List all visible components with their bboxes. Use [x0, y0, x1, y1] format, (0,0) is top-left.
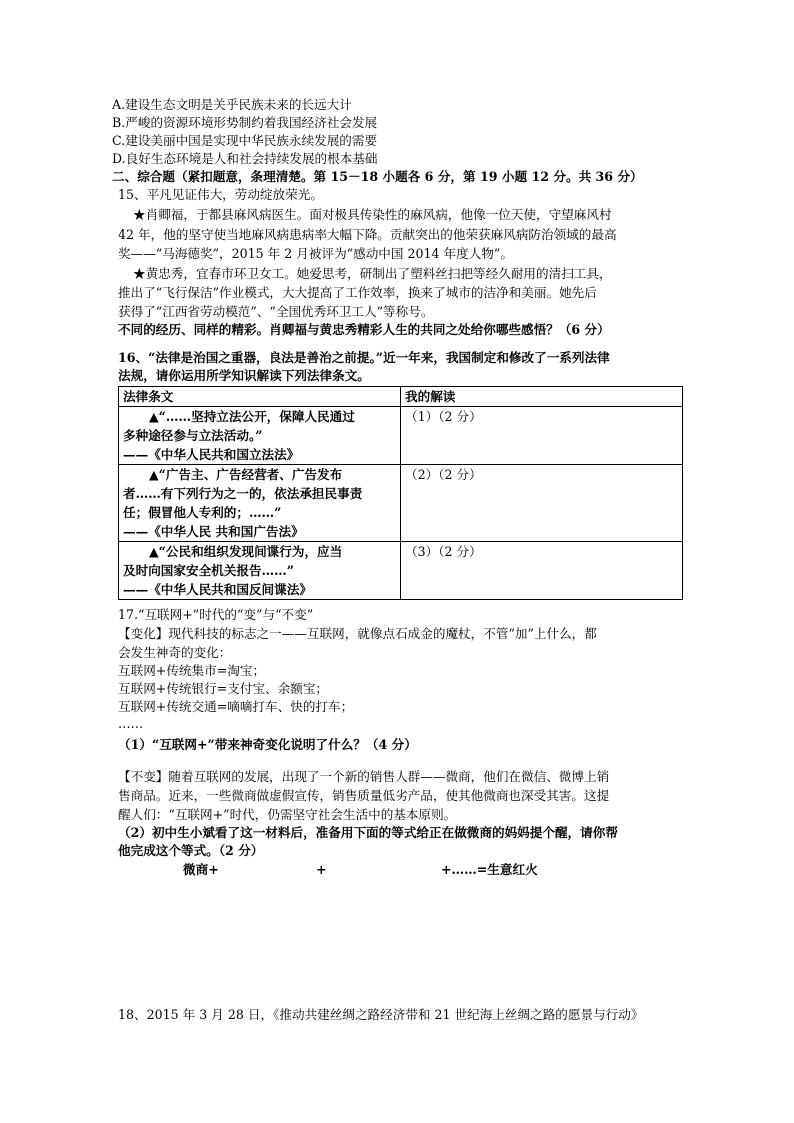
- q15-para1-line1: ★肖卿福，于都县麻风病医生。面对极具传染性的麻风病，他像一位天使，守望麻风村: [133, 207, 612, 222]
- option-b: B.严峻的资源环境形势制约着我国经济社会发展: [112, 115, 378, 130]
- q17-equation-2: 互联网+传统银行=支付宝、余额宝；: [118, 681, 329, 696]
- q16-intro-line2: 法规，请你运用所学知识解读下列法律条文。: [118, 368, 370, 383]
- answer-cell[interactable]: [401, 407, 683, 465]
- q17-ellipsis: ……: [118, 716, 144, 731]
- table-row: [119, 407, 683, 465]
- q17-question-2-line2: 他完成这个等式。（2 分）: [118, 843, 264, 858]
- q17-equation-3: 互联网+传统交通=嘀嘀打车、快的打车；: [118, 699, 354, 714]
- option-d: D.良好生态环境是人和社会持续发展的根本基础: [112, 151, 378, 166]
- law-line: ▲“……坚持立法公开，保障人民通过: [149, 409, 355, 424]
- option-a: A.建设生态文明是关乎民族未来的长远大计: [112, 97, 352, 112]
- q17-unchanged-line3: 醒人们：“互联网+”时代，仍需坚守社会生活中的基本原则。: [118, 807, 457, 822]
- law-source: ——《中华人民共和国立法法》: [123, 447, 300, 462]
- law-line: 者……有下列行为之一的，依法承担民事责: [123, 486, 363, 501]
- q16-intro-line1: 16、“法律是治国之重器，良法是善治之前提。”近一年来，我国制定和修改了一系列法律: [118, 350, 610, 365]
- section-heading: 二、综合题（紧扣题意，条理清楚。第 15－18 小题各 6 分，第 19 小题 12 分。共 36 分）: [112, 169, 643, 184]
- q15-para2-line2: 推出了“飞行保洁”作业模式，大大提高了工作效率，换来了城市的洁净和美丽。她先后: [118, 285, 597, 300]
- q17-title: 17.“互联网+”时代的“变”与“不变”: [118, 607, 314, 622]
- q17-question-1: （1）“互联网+”带来神奇变化说明了什么？（4 分）: [118, 737, 417, 752]
- q17-unchanged-line1: 【不变】随着互联网的发展，出现了一个新的销售人群——微商，他们在微信、微博上销: [118, 769, 610, 784]
- col-interpretation-header: 我的解读: [401, 387, 683, 407]
- q15-para2-line1: ★黄忠秀，宜春市环卫女工。她爱思考，研制出了塑料丝扫把等经久耐用的清扫工具，: [133, 266, 612, 281]
- answer-label: （3）（2 分）: [405, 544, 482, 559]
- law-cell: [119, 542, 401, 600]
- law-line: 任；假冒他人专利的；……”: [123, 505, 282, 520]
- q15-title: 15、平凡见证伟大，劳动绽放荣光。: [118, 187, 323, 202]
- answer-cell[interactable]: [401, 542, 683, 600]
- q15-para2-line3: 获得了“江西省劳动模范”、“全国优秀环卫工人”等称号。: [118, 304, 434, 319]
- answer-label: （2）（2 分）: [405, 467, 482, 482]
- answer-label: （1）（2 分）: [405, 409, 482, 424]
- q15-question: 不同的经历、同样的精彩。肖卿福与黄忠秀精彩人生的共同之处给你哪些感悟？（6 分）: [118, 322, 610, 337]
- q15-para1-line2: 42 年，他的坚守使当地麻风病患病率大幅下降。贡献突出的他荣获麻风病防治领域的最高: [118, 227, 617, 242]
- law-line: ▲“公民和组织发现间谍行为，应当: [149, 544, 343, 559]
- law-source: ——《中华人民共和国反间谍法》: [123, 582, 312, 597]
- law-line: ▲“广告主、广告经营者、广告发布: [149, 467, 343, 482]
- law-line: 及时向国家安全机关报告……”: [123, 563, 294, 578]
- q17-equation-1: 互联网+传统集市=淘宝；: [118, 663, 266, 678]
- answer-cell[interactable]: [401, 465, 683, 542]
- q18-text: 18、2015 年 3 月 28 日，《推动共建丝绸之路经济带和 21 世纪海上丝绸之路的愿景与行动》: [118, 1007, 644, 1022]
- option-c: C.建设美丽中国是实现中华民族永续发展的需要: [112, 133, 378, 148]
- q17-change-line2: 会发生神奇的变化：: [118, 645, 232, 660]
- q17-change-line1: 【变化】现代科技的标志之一——互联网，就像点石成金的魔杖，不管“加”上什么，都: [118, 626, 597, 641]
- law-cell: [119, 465, 401, 542]
- law-line: 多种途径参与立法活动。”: [123, 428, 263, 443]
- law-source: ——《中华人民 共和国广告法》: [123, 524, 304, 539]
- table-row: [119, 465, 683, 542]
- q17-unchanged-line2: 售商品。近来，一些微商做虚假宣传，销售质量低劣产品，使其他微商也深受其害。这提: [118, 788, 610, 803]
- q15-para1-line3: 奖——“马海德奖”，2015 年 2 月被评为“感动中国 2014 年度人物”。: [118, 246, 513, 261]
- col-law-header: 法律条文: [119, 387, 401, 407]
- q17-question-2-line1: （2）初中生小斌看了这一材料后，准备用下面的等式给正在做微商的妈妈提个醒，请你帮: [118, 825, 618, 840]
- law-table: [118, 386, 683, 600]
- formula-part-b: +: [316, 862, 327, 877]
- formula-part-a: 微商+: [183, 862, 219, 877]
- formula-part-c: +……=生意红火: [441, 862, 538, 877]
- table-row: [119, 542, 683, 600]
- law-cell: [119, 407, 401, 465]
- law-table-header: [119, 387, 683, 407]
